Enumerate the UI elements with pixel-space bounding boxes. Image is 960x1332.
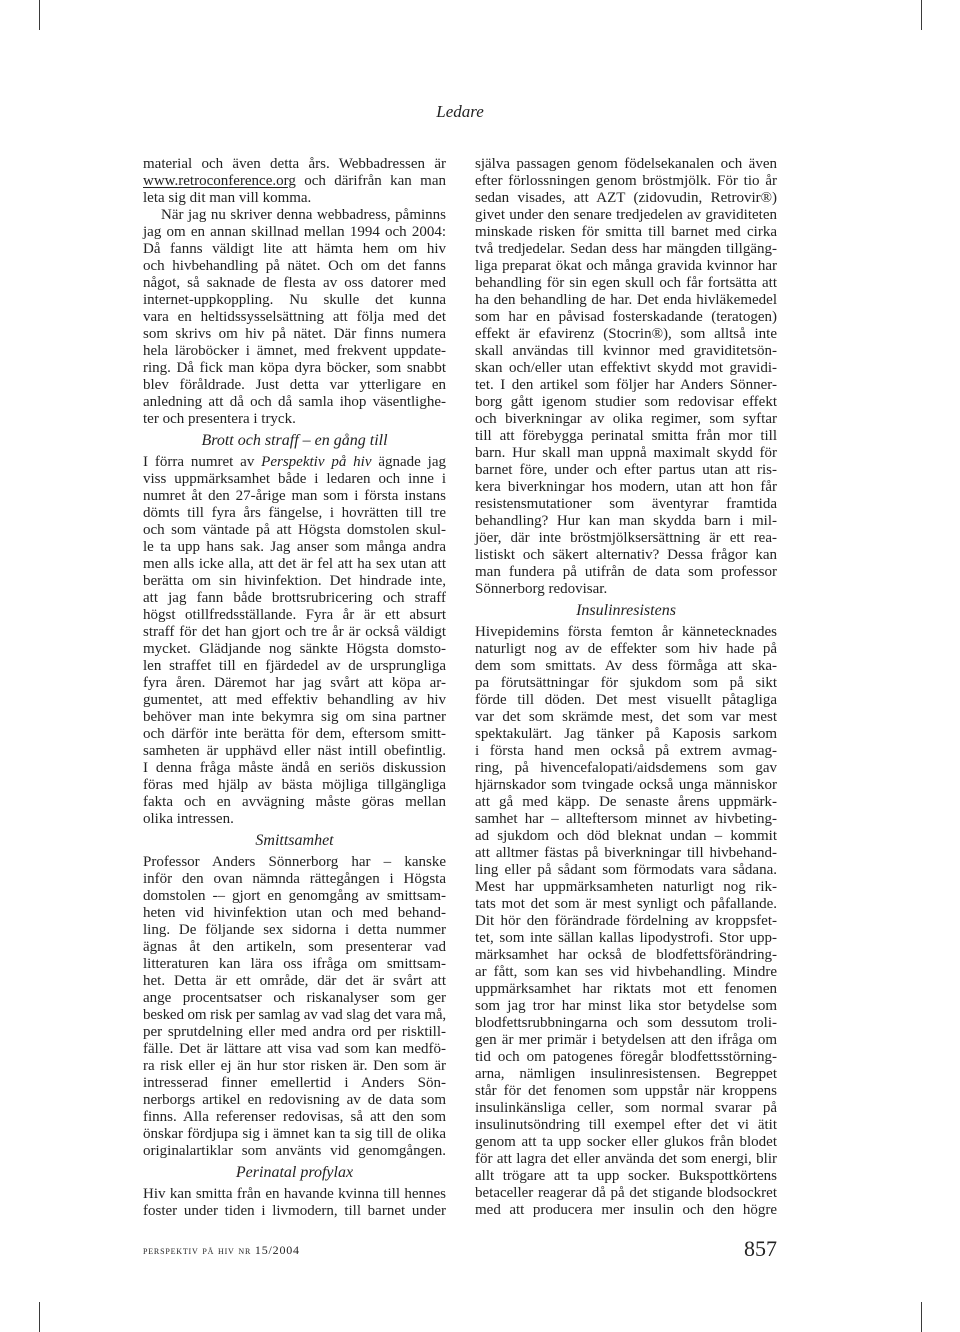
text-line: [475, 998, 777, 1015]
text-line: [143, 573, 446, 590]
italic-title: Perspektiv på hiv: [261, 454, 372, 470]
line-text: leta sig dit man vill komma.: [143, 190, 312, 206]
line-text: själva passagen genom födelsekanalen och även: [475, 156, 777, 172]
line-text: till att förebygga perinatal smitta från mor till: [475, 428, 777, 444]
left-column: [143, 156, 446, 1220]
line-text: barnet före, under och efter partus utan att ris-: [475, 462, 777, 478]
paragraph: [143, 207, 446, 428]
line-text: viss uppmärksamhet både i ledaren och inne i: [143, 471, 446, 487]
text-line: [475, 624, 777, 641]
line-text: Dit hör den förändrade fördelning av kroppsfet-: [475, 913, 777, 929]
line-text: ar fått, som kan ses vid hivbehandling. Mindre: [475, 964, 777, 980]
line-text: föras med hjälp av bästa möjliga tillgängliga: [143, 777, 446, 793]
text-line: [475, 692, 777, 709]
line-text: behandling för sin egen skull och får fortsätta att: [475, 275, 777, 291]
text-line: [143, 556, 446, 573]
line-text: jöer, där inte bröstmjölksersättning är ett rea-: [475, 530, 777, 546]
text-line: [143, 658, 446, 675]
text-line: [143, 309, 446, 326]
line-text: förde till döden. Det mest visuellt påtagliga: [475, 692, 777, 708]
text-line: [143, 1109, 446, 1126]
line-text: blev föråldrade. Just detta var ytterligare en: [143, 377, 446, 393]
text-line: [475, 743, 777, 760]
text-line: [475, 1168, 777, 1185]
line-text: Professor Anders Sönnerborg har – kanske: [143, 854, 446, 870]
text-line: [143, 471, 446, 488]
line-text: Mest har uppmärksamheten naturligt nog rik-: [475, 879, 777, 895]
line-text: skall användas till kvinnor med graviditetsön-: [475, 343, 777, 359]
text-line: [475, 1202, 777, 1219]
text-line: [475, 530, 777, 547]
text-line: [475, 658, 777, 675]
line-text: står för det fenomen som uppstår när kroppens: [475, 1083, 777, 1099]
line-text: olika intressen.: [143, 811, 234, 827]
line-text: man fundera på utifrån de data som professor: [475, 564, 777, 580]
line-text: men alls icke alla, att det är fel att ha sex utan att: [143, 556, 446, 572]
text-line: [475, 1015, 777, 1032]
text-line: [475, 879, 777, 896]
line-text: finns. Alla referenser redovisas, så att den som: [143, 1109, 446, 1125]
line-text: hjärnskador som tvingade också unga människor: [475, 777, 777, 793]
text-line: [475, 275, 777, 292]
text-line: [143, 871, 446, 888]
text-line: [143, 709, 446, 726]
line-text: litteraturen kan lära oss ifråga om smittsam-: [143, 956, 446, 972]
line-text: högst otillfredsställande. Fyra år är ett absurt: [143, 607, 446, 623]
line-text: blodfettsrubbningarna och som dessutom troli-: [475, 1015, 777, 1031]
line-text: barn. Hur skall man uppnå maximalt skydd för: [475, 445, 777, 461]
line-text: pa förutsättningar för sjukdom som på sikt: [475, 675, 777, 691]
line-text: dem som smittats. Av dess förmåga att ska-: [475, 658, 777, 674]
text-line: [143, 811, 446, 828]
right-column: [475, 156, 777, 1219]
line-text: önskar fördjupa sig i ämnet kan ta sig till de olika: [143, 1126, 446, 1142]
text-line: [475, 173, 777, 190]
line-text: ad sjukdom och död bleknat undan – kommit: [475, 828, 777, 844]
text-line: [143, 777, 446, 794]
text-line: [475, 794, 777, 811]
line-text: numret åt den 27-årige man som i första instans: [143, 488, 446, 504]
text-line: [475, 258, 777, 275]
line-text: allt trögare att ta upp socker. Bukspottkörtens: [475, 1168, 777, 1184]
line-text: jag om en annan skillnad mellan 1994 och 2004:: [143, 224, 446, 240]
text-line: [475, 156, 777, 173]
line-text: samhet har – allteftersom minnet av hivbeting-: [475, 811, 777, 827]
text-line: [143, 905, 446, 922]
text-line: [143, 258, 446, 275]
line-text: ange procentsatser och riskanalyser som ger: [143, 990, 446, 1006]
crop-mark: [921, 1302, 922, 1332]
page-number: 857: [744, 1236, 777, 1261]
text-line: [475, 964, 777, 981]
line-text: ring, på hivencefalopati/aidsdemens som gav: [475, 760, 777, 776]
text-line: [475, 1083, 777, 1100]
line-text: gen är mer primär i betydelsen att den ifråga om: [475, 1032, 777, 1048]
line-text: resistensmutationer som äventyrar framtida: [475, 496, 777, 512]
text-line: [475, 411, 777, 428]
text-line: [475, 726, 777, 743]
text-line: [143, 641, 446, 658]
text-line: [143, 726, 446, 743]
text-line: [143, 624, 446, 641]
text-line: [143, 590, 446, 607]
line-text: inför den ovan nämnda rättegången i Högsta: [143, 871, 446, 887]
text-line: [475, 1066, 777, 1083]
line-text: ter och presentera i tryck.: [143, 411, 296, 427]
crop-mark: [39, 0, 40, 30]
line-text: per sprutdelning eller med andra ord per risktill-: [143, 1024, 446, 1040]
text-line: [475, 190, 777, 207]
line-text: spektakulärt. Jag tänker på Kaposis sarkom: [475, 726, 777, 742]
text-line: [143, 360, 446, 377]
line-text: vara en heltidssysselsättning att följa med det: [143, 309, 446, 325]
text-line: [475, 207, 777, 224]
text-line: [475, 445, 777, 462]
line-text: med att producera mer insulin och den högre: [475, 1202, 777, 1218]
line-text: i första hand men också på extrem avmag-: [475, 743, 777, 759]
line-text: material och även detta års. Webbadressen är: [143, 156, 446, 172]
text-line: [475, 564, 777, 581]
text-line: [143, 1007, 446, 1024]
line-text: minskade risken för smitta till barnet med cirka: [475, 224, 777, 240]
line-text: ling. De följande sex sidorna i detta nummer: [143, 922, 446, 938]
text-line: [143, 522, 446, 539]
line-text: sedan visades, att AZT (zidovudin, Retrovir®): [475, 190, 777, 206]
text-line: [143, 675, 446, 692]
line-text: fakta och en avvägning måste göras mellan: [143, 794, 446, 810]
line-text: straff för det han gjort och tre år är också väldigt: [143, 624, 446, 640]
text-line: [475, 377, 777, 394]
text-line: [475, 1134, 777, 1151]
line-text: dömts till fyra års fängelse, i hovrätten till tre: [143, 505, 446, 521]
line-text: le ta upp hans sak. Jag anser som många andra: [143, 539, 446, 555]
text-line: [143, 241, 446, 258]
text-line: [143, 794, 446, 811]
line-text: liga preparat ökat och många gravida kvinnor har: [475, 258, 777, 274]
line-text: var det som skrämde mest, det som var mest: [475, 709, 777, 725]
text-line: [475, 581, 777, 598]
line-text: genom att ta upp socker eller glukos från blodet: [475, 1134, 777, 1150]
text-line: [143, 156, 446, 173]
text-line: [475, 343, 777, 360]
line-text: effekt är efavirenz (Stocrin®), som alltså inte: [475, 326, 777, 342]
text-line: [475, 675, 777, 692]
text-line: [143, 956, 446, 973]
text-line: [143, 1041, 446, 1058]
line-text: len straffet till en fjärdedel av de ursprungliga: [143, 658, 446, 674]
line-text: som jag tror har minst lika stor betydelse som: [475, 998, 777, 1014]
text-line: [143, 539, 446, 556]
line-text: Hivepidemins första femton år kännetecknades: [475, 624, 777, 640]
paragraph: [143, 454, 446, 828]
text-line: [143, 394, 446, 411]
line-text: besked om risk per samlag av vad slag det vara må,: [143, 1007, 446, 1023]
line-text: borg gått igenom studier som redovisar effekt: [475, 394, 777, 410]
line-text: naturligt nog av de effekter som hiv hade på: [475, 641, 777, 657]
line-text: och hivbehandling på nätet. Och om det fanns: [143, 258, 446, 274]
line-text: het. Detta är ett område, där det är svårt att: [143, 973, 446, 989]
line-text: något, så saknade de flesta av oss datorer med: [143, 275, 446, 291]
text-line: [143, 411, 446, 428]
line-text: anledning att då och då samla ihop väsentlighe-: [143, 394, 446, 410]
line-text: efter förlossningen genom bröstmjölk. För tio år: [475, 173, 777, 189]
text-line: [143, 454, 446, 471]
line-text: tid och om patogenes föregår blodfettsstörning-: [475, 1049, 777, 1065]
text-line: [475, 777, 777, 794]
section-heading: Smittsamhet: [255, 832, 334, 849]
text-line: [475, 913, 777, 930]
text-segment: och därifrån kan man: [295, 173, 446, 189]
text-line: [143, 1126, 446, 1143]
line-text: betaceller reagerar då på det stigande blodsockret: [475, 1185, 777, 1201]
text-line: [475, 1117, 777, 1134]
line-text: insulinutsöndring till exempel efter det vi ätit: [475, 1117, 777, 1133]
line-text: tet. I den artikel som följer har Anders Sönner-: [475, 377, 777, 393]
text-line: [143, 888, 446, 905]
line-text: heten vid hivinfektion utan och med behand-: [143, 905, 446, 921]
text-line: [143, 488, 446, 505]
text-line: [475, 930, 777, 947]
text-line: [143, 1186, 446, 1203]
line-text: skan och/eller utan effektivt skydd mot gravidi-: [475, 360, 777, 376]
text-line: [475, 896, 777, 913]
text-line: [143, 1058, 446, 1075]
line-text: [143, 454, 446, 470]
line-text: ling eller på sådant som förmodats vara sådana.: [475, 862, 777, 878]
paragraph: [143, 1186, 446, 1220]
section-heading: Insulinresistens: [576, 602, 676, 619]
text-line: [475, 224, 777, 241]
line-text: ra risk eller ej än hur stor risken är. Den som är: [143, 1058, 446, 1074]
line-text: [143, 173, 446, 189]
crop-mark: [39, 1302, 40, 1332]
text-line: [475, 1151, 777, 1168]
line-text: märksamhet har också de blodfettsförändring-: [475, 947, 777, 963]
line-text: arna, nämligen insulinresistensen. Begreppet: [475, 1066, 777, 1082]
text-line: [143, 190, 446, 207]
line-text: listiskt och säkert alternativ? Dessa frågor kan: [475, 547, 777, 563]
text-line: [475, 309, 777, 326]
line-text: fälle. Det är lättare att visa vad som kan medfö-: [143, 1041, 446, 1057]
line-text: och biverkningar av olika regimer, som syftar: [475, 411, 777, 427]
text-line: [475, 811, 777, 828]
line-text: Då fanns väldigt lite att hämta hem om hiv: [143, 241, 446, 257]
line-text: domstolen -– gjort en genomgång av smittsam-: [143, 888, 446, 904]
line-text: ägnas åt den artikeln, som presenterar vad: [143, 939, 446, 955]
text-line: [475, 1032, 777, 1049]
line-text: Sönnerborg redovisar.: [475, 581, 608, 597]
text-line: [475, 496, 777, 513]
line-text: två tredjedelar. Sedan dess har mängden tillgäng-: [475, 241, 777, 257]
text-line: [475, 1049, 777, 1066]
line-text: behöver man inte bekymra sig om sina partner: [143, 709, 446, 725]
paragraph: [475, 624, 777, 1219]
web-link[interactable]: www.retroconference.org: [143, 173, 296, 189]
text-line: [143, 326, 446, 343]
text-line: [475, 1185, 777, 1202]
text-line: [475, 641, 777, 658]
line-text: att alltmer fästas på biverkningar till hivbehand-: [475, 845, 777, 861]
paragraph: [475, 156, 777, 598]
text-line: [475, 862, 777, 879]
line-text: Hiv kan smitta från en havande kvinna till hennes: [143, 1186, 446, 1202]
text-line: [143, 1075, 446, 1092]
text-line: [475, 241, 777, 258]
text-line: [475, 1100, 777, 1117]
text-line: [475, 547, 777, 564]
text-line: [143, 760, 446, 777]
line-text: givet under den senare tredjedelen av graviditeten: [475, 207, 777, 223]
text-line: [143, 505, 446, 522]
text-segment: ägnade jag: [371, 454, 446, 470]
footer-publication: perspektiv på hiv nr 15/2004: [143, 1243, 300, 1257]
line-text: och som väntade på att Högsta domstolen skul-: [143, 522, 446, 538]
line-text: att gå med käpp. De senaste årens uppmärk-: [475, 794, 777, 810]
line-text: samheten är upphävd eller näst intill obefintlig.: [143, 743, 446, 759]
line-text: intresserad finner emellertid i Anders Sön-: [143, 1075, 446, 1091]
text-line: [143, 1203, 446, 1220]
text-line: [143, 173, 446, 190]
text-line: [475, 845, 777, 862]
text-line: [143, 743, 446, 760]
line-text: internet-uppkoppling. Nu skulle det kunna: [143, 292, 446, 308]
line-text: ha den behandling de har. Det enda hivläkemedel: [475, 292, 777, 308]
line-text: fyra åren. Däremot har jag svårt att köpa ar-: [143, 675, 446, 691]
text-line: [143, 607, 446, 624]
text-line: [143, 939, 446, 956]
text-line: [475, 947, 777, 964]
line-text: för att lagra det eller använda det som energi, blir: [475, 1151, 777, 1167]
line-text: som skrivs om hiv på nätet. Där finns numera: [143, 326, 446, 342]
crop-mark: [921, 0, 922, 30]
text-line: [475, 292, 777, 309]
line-text: nerborgs artikel en redovisning av de data som: [143, 1092, 446, 1108]
text-line: [143, 207, 446, 224]
line-text: När jag nu skriver denna webbadress, påminns: [161, 207, 446, 223]
line-text: som har en påvisad fosterskadande (teratogen): [475, 309, 777, 325]
line-text: gumentet, att med effektiv behandling av hiv: [143, 692, 446, 708]
text-line: [143, 973, 446, 990]
text-line: [475, 394, 777, 411]
text-line: [475, 462, 777, 479]
line-text: mycket. Glädjande nog sänkte Högsta domsto-: [143, 641, 446, 657]
text-line: [143, 990, 446, 1007]
text-line: [475, 709, 777, 726]
text-line: [475, 760, 777, 777]
text-line: [143, 343, 446, 360]
text-line: [475, 828, 777, 845]
line-text: att jag fann både brottsrubricering och straff: [143, 590, 446, 606]
line-text: uppmärksamhet har riktats mot ett fenomen: [475, 981, 777, 997]
text-line: [143, 275, 446, 292]
text-line: [475, 428, 777, 445]
text-line: [143, 692, 446, 709]
line-text: insulinkänsliga celler, som normal svarar på: [475, 1100, 777, 1116]
text-line: [475, 513, 777, 530]
section-heading: Perinatal profylax: [235, 1164, 354, 1181]
text-line: [143, 854, 446, 871]
text-segment: I förra numret av: [143, 454, 262, 470]
text-line: [143, 377, 446, 394]
text-line: [143, 1024, 446, 1041]
text-line: [475, 360, 777, 377]
text-line: [143, 224, 446, 241]
line-text: originalartiklar som använts vid genomgången.: [143, 1143, 446, 1159]
line-text: tats mot det som är mest synligt och påfallande.: [475, 896, 777, 912]
line-text: I denna fråga måste ändå en seriös diskussion: [143, 760, 446, 776]
paragraph: [143, 156, 446, 207]
text-line: [475, 326, 777, 343]
line-text: berätta om sin hivinfektion. Det hindrade inte,: [143, 573, 446, 589]
line-text: kera biverkningar hos modern, utan att hon får: [475, 479, 777, 495]
line-text: hela läroböcker i ämnet, med frekvent uppdate-: [143, 343, 446, 359]
text-line: [475, 479, 777, 496]
line-text: och därför inte berätta för dem, eftersom smitt-: [143, 726, 446, 742]
running-head: Ledare: [436, 102, 484, 121]
text-line: [143, 292, 446, 309]
text-line: [475, 981, 777, 998]
section-heading: Brott och straff – en gång till: [201, 432, 388, 449]
line-text: tet, som inte sällan kallas lipodystrofi. Stor upp-: [475, 930, 777, 946]
paragraph: [143, 854, 446, 1160]
line-text: foster under tiden i livmodern, till barnet under: [143, 1203, 446, 1219]
text-line: [143, 1092, 446, 1109]
line-text: ring. Då fick man köpa dyra böcker, som snabbt: [143, 360, 446, 376]
text-line: [143, 922, 446, 939]
text-line: [143, 1143, 446, 1160]
line-text: behandling? Hur kan man skydda barn i mil-: [475, 513, 777, 529]
